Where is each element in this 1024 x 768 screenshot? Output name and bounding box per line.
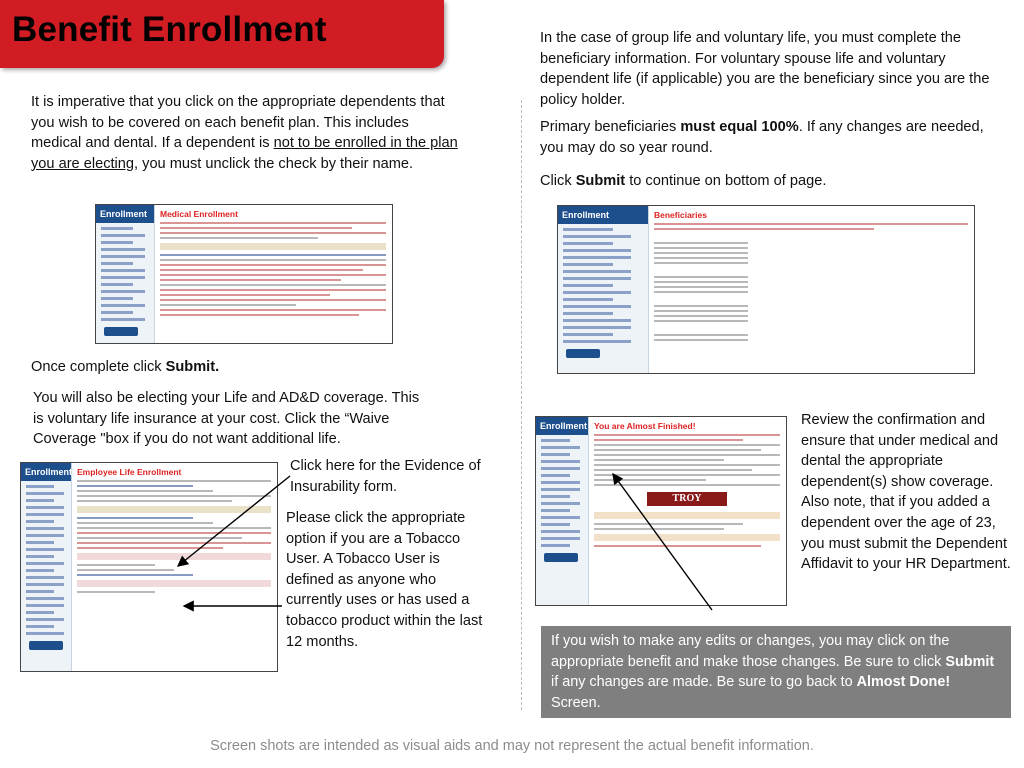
beneficiaries-title: Beneficiaries bbox=[654, 210, 707, 220]
almost-done-title: You are Almost Finished! bbox=[594, 421, 696, 431]
must-equal-emphasis: must equal 100% bbox=[680, 119, 799, 136]
almost-done-bold: Almost Done! bbox=[856, 674, 951, 691]
evidence-of-insurability-text: Click here for the Evidence of Insurability form. bbox=[290, 458, 481, 495]
click-text: Click bbox=[540, 172, 576, 189]
primary-text-start: Primary beneficiaries bbox=[540, 119, 681, 136]
continue-text: to continue on bottom of page. bbox=[625, 172, 827, 189]
life-enrollment-title: Employee Life Enrollment bbox=[77, 467, 182, 477]
edit-text-1: If you wish to make any edits or changes, you may click on the appropriate benefit and make those changes. Be sure to click bbox=[551, 633, 950, 670]
submit-emphasis: Submit. bbox=[165, 359, 220, 375]
enrollment-header: Enrollment bbox=[96, 205, 154, 223]
edit-submit-bold: Submit bbox=[945, 653, 995, 670]
life-coverage-instructions: You will also be electing your Life and AD&D coverage. This is voluntary life insurance at your cost. Click the “Waive Coverage "box if you do not want additional life. bbox=[33, 390, 420, 448]
edit-text-2: if any changes are made. Be sure to go back to bbox=[551, 674, 857, 691]
evidence-arrow bbox=[178, 476, 290, 566]
primary-text-end: . If any changes are needed, you may do so year round. bbox=[540, 119, 984, 156]
dependents-text-start: It is imperative that you click on the appropriate dependents that you wish to be covered on each benefit plan. This includes medical and dental. If a dependent is bbox=[31, 94, 445, 152]
life-enrollment-sidebar-header: Enrollment bbox=[21, 463, 71, 481]
beneficiaries-sidebar-header: Enrollment bbox=[558, 206, 648, 224]
edit-text-3: Screen. bbox=[551, 694, 601, 711]
almost-done-sidebar-header: Enrollment bbox=[536, 417, 588, 435]
review-arrow bbox=[613, 474, 712, 610]
tobacco-user-text: Please click the appropriate option if you are a Tobacco User. A Tobacco User is defined as anyone who currently uses or has used a tobacco product within the last 12 months. bbox=[286, 510, 483, 650]
once-complete-label: Once complete click bbox=[31, 359, 166, 375]
troy-logo: TROY bbox=[647, 492, 727, 506]
review-confirmation-text: Review the confirmation and ensure that under medical and dental the appropriate dependent(s) show coverage. Also note, that if you added a dependent over the age of 23, you must submit the Dependent Affidavit to your HR Department. bbox=[801, 412, 1011, 573]
page-title: Benefit Enrollment bbox=[12, 10, 327, 49]
submit-bold: Submit bbox=[575, 172, 626, 189]
beneficiary-paragraph: In the case of group life and voluntary life, you must complete the beneficiary information. For voluntary spouse life and voluntary dependent life (if applicable) you are the beneficiary since you are the policy holder. bbox=[540, 30, 990, 108]
footer-disclaimer: Screen shots are intended as visual aids and may not represent the actual benefit information. bbox=[210, 738, 814, 754]
medical-enrollment-title: Medical Enrollment bbox=[160, 209, 238, 219]
dependents-text-end: you must unclick the check by their name. bbox=[138, 155, 414, 172]
dependents-text-underlined: not to be enrolled in the plan you are electing, bbox=[31, 135, 458, 172]
